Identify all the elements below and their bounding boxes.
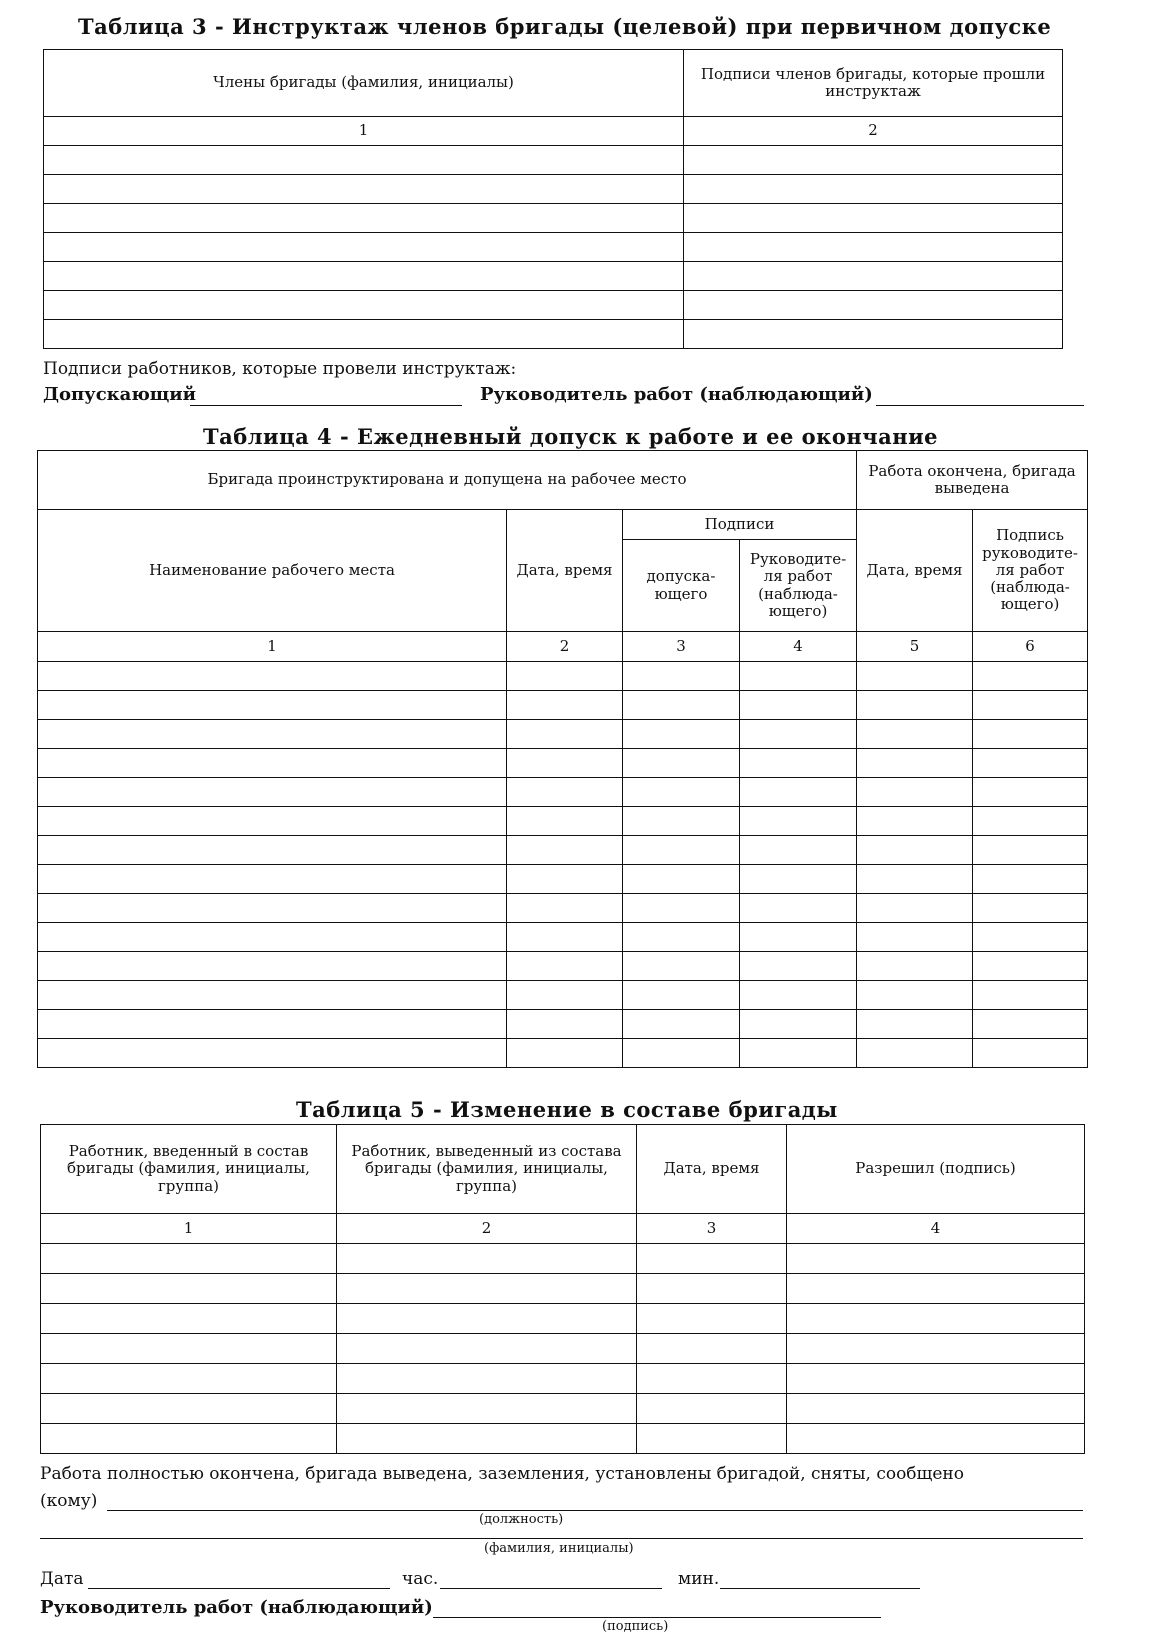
table-row [44,233,1063,262]
name-caption: (фамилия, инициалы) [484,1541,634,1556]
table-row [38,894,1088,923]
table-row [41,1424,1085,1454]
to-whom-label: (кому) [40,1491,98,1511]
admitter-signature-line[interactable] [190,405,462,406]
table5-header-authorized: Разрешил (подпись) [787,1125,1085,1214]
table3-title: Таблица 3 - Инструктаж членов бригады (целевой) при первичном допуске [78,14,1052,39]
manager-label: Руководитель работ (наблюдающий) [480,384,873,405]
footer-manager-signature-line[interactable] [433,1617,881,1618]
conductors-label: Подписи работников, которые провели инструктаж: [43,359,517,379]
table-row [38,749,1088,778]
table5 [40,1124,1085,1454]
table4-header-signatures: Подписи [623,510,857,540]
table4-colnum-6: 6 [973,632,1088,662]
table5-header-removed: Работник, выведенный из состава бригады (фамилия, инициалы, группа) [337,1125,637,1214]
completion-text: Работа полностью окончена, бригада выведена, заземления, установлены бригадой, сняты, сообщено [40,1464,964,1484]
table4-group-admitted: Бригада проинструктирована и допущена на рабочее место [38,451,857,510]
table-row [38,981,1088,1010]
date-label: Дата [40,1569,84,1589]
name-line[interactable] [40,1538,1083,1539]
table-row [38,720,1088,749]
table-row [38,662,1088,691]
table-row [38,1039,1088,1068]
table4-colnum-3: 3 [623,632,740,662]
table-row [44,146,1063,175]
table-row [41,1364,1085,1394]
table5-header-added: Работник, введенный в состав бригады (фамилия, инициалы, группа) [41,1125,337,1214]
table4-header-manager: Руководите-ля работ (наблюда-ющего) [740,540,857,632]
table4-colnum-5: 5 [857,632,973,662]
table4-header-date-time: Дата, время [507,510,623,632]
table-row [41,1244,1085,1274]
table4-colnum-2: 2 [507,632,623,662]
table5-colnum-1: 1 [41,1214,337,1244]
table4-header-workplace: Наименование рабочего места [38,510,507,632]
table-row [38,923,1088,952]
min-label: мин. [678,1569,720,1589]
table-row [38,952,1088,981]
position-caption: (должность) [479,1512,564,1527]
footer-manager-label: Руководитель работ (наблюдающий) [40,1597,433,1618]
table-row [44,175,1063,204]
table3-header-members: Члены бригады (фамилия, инициалы) [44,50,684,117]
hour-label: час. [402,1569,439,1589]
table3-colnum-1: 1 [44,117,684,146]
table-row [38,1010,1088,1039]
table4-header-admitter: допуска-ющего [623,540,740,632]
table-row [44,262,1063,291]
table-row [41,1334,1085,1364]
table-row [38,778,1088,807]
table-row [44,320,1063,349]
table-row [44,291,1063,320]
table-row [38,691,1088,720]
table-row [41,1274,1085,1304]
hour-line[interactable] [440,1588,662,1589]
table3-colnum-2: 2 [684,117,1063,146]
position-line[interactable] [107,1510,1083,1511]
table3-header-signatures: Подписи членов бригады, которые прошли инструктаж [684,50,1063,117]
table-row [44,204,1063,233]
table3 [43,49,1063,349]
table-row [38,865,1088,894]
table5-colnum-3: 3 [637,1214,787,1244]
table4-group-finished: Работа окончена, бригада выведена [857,451,1088,510]
table4-colnum-1: 1 [38,632,507,662]
table-row [38,836,1088,865]
date-line[interactable] [88,1588,390,1589]
table-row [41,1394,1085,1424]
table5-colnum-4: 4 [787,1214,1085,1244]
table5-header-date-time: Дата, время [637,1125,787,1214]
manager-signature-line[interactable] [876,405,1084,406]
admitter-label: Допускающий [43,384,196,405]
table4-colnum-4: 4 [740,632,857,662]
table4-header-date-time-2: Дата, время [857,510,973,632]
table-row [38,807,1088,836]
signature-caption: (подпись) [602,1619,669,1634]
table5-colnum-2: 2 [337,1214,637,1244]
table-row [41,1304,1085,1334]
table4 [37,450,1088,1068]
table4-title: Таблица 4 - Ежедневный допуск к работе и ее окончание [203,424,939,449]
table4-header-manager-sign: Подпись руководите-ля работ (наблюда-ющего) [973,510,1088,632]
table5-title: Таблица 5 - Изменение в составе бригады [296,1097,838,1122]
min-line[interactable] [720,1588,920,1589]
